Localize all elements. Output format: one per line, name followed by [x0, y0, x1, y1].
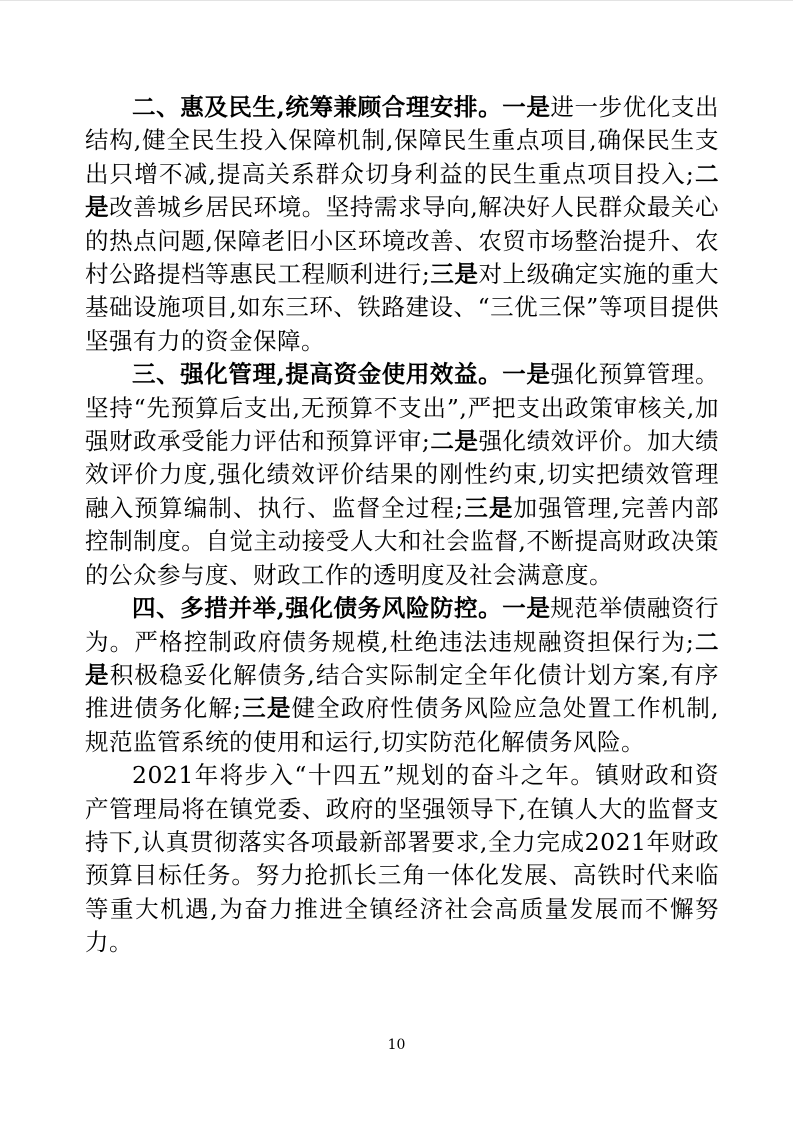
text-run: 健全政府性债务风险应急处置工作机制,规范监管系统的使用和运行,切实防范化解债务风险。	[85, 694, 719, 756]
text-run: 规范举债融资行为。严格控制政府债务规模,杜绝违法违规融资担保行为;	[85, 594, 719, 656]
text-run: 强化绩效评价。加大绩效评价力度,强化绩效评价结果的刚性约束,切实把绩效管理融入预算编制、执行、监督全过程;	[85, 427, 720, 522]
text-run: 三是	[430, 260, 479, 289]
document-body	[85, 91, 719, 960]
text-run: 二是	[430, 427, 479, 456]
text-run: 三是	[241, 694, 292, 723]
text-run: 四、多措并举,强化债务风险防控。一是	[132, 594, 551, 623]
paragraph	[85, 592, 719, 759]
paragraph	[85, 358, 719, 592]
text-run: 改善城乡居民环境。坚持需求导向,解决好人民群众最关心的热点问题,保障老旧小区环境改善、农贸市场整治提升、农村公路提档等惠民工程顺利进行;	[85, 193, 719, 289]
text-run: 2021年将步入“十四五”规划的奋斗之年。镇财政和资产管理局将在镇党委、政府的坚强领导下,在镇人大的监督支持下,认真贯彻落实各项最新部署要求,全力完成2021年财政预算目标任务。努力抢抓长三角一体化发展、高铁时代来临等重大机遇,为奋力推进全镇经济社会高质量发展而不懈努力。	[85, 761, 719, 957]
text-run: 三是	[463, 493, 514, 522]
text-run: 加强管理,完善内部控制制度。自觉主动接受人大和社会监督,不断提高财政决策的公众参与度、财政工作的透明度及社会满意度。	[85, 493, 719, 589]
text-run: 强化预算管理。坚持“先预算后支出,无预算不支出”,严把支出政策审核关,加强财政承受能力评估和预算评审;	[85, 360, 719, 456]
text-run: 进一步优化支出结构,健全民生投入保障机制,保障民生重点项目,确保民生支出只增不减,提高关系群众切身利益的民生重点项目投入;	[85, 93, 719, 188]
paragraph	[85, 91, 719, 358]
text-run: 积极稳妥化解债务,结合实际制定全年化债计划方案,有序推进债务化解;	[85, 660, 719, 723]
text-run: 二是	[85, 627, 720, 689]
text-run: 二、惠及民生,统筹兼顾合理安排。一是	[132, 93, 551, 121]
text-run: 对上级确定实施的重大基础设施项目,如东三环、铁路建设、“三优三保”等项目提供坚强有力的资金保障。	[85, 260, 720, 355]
paragraph	[85, 759, 719, 959]
page-number: 10	[387, 1037, 406, 1053]
text-run: 二是	[85, 159, 720, 222]
text-run: 三、强化管理,提高资金使用效益。一是	[132, 360, 551, 389]
